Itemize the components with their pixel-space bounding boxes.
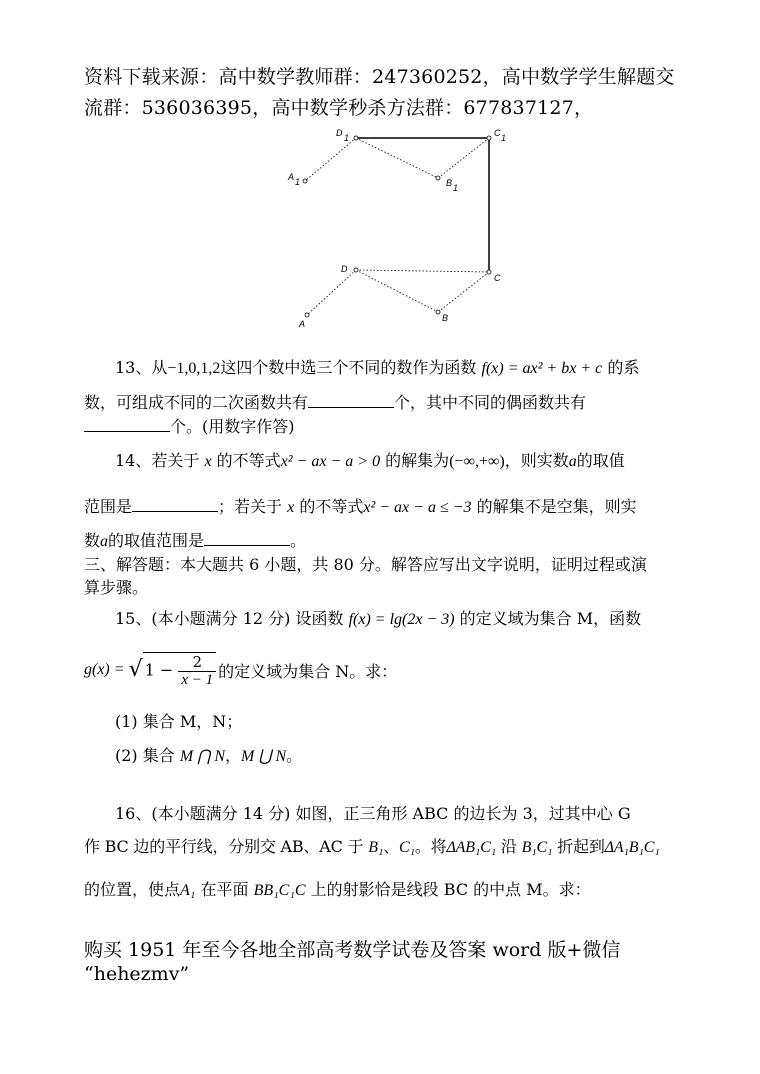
q14-line-1: 14、若关于 x 的不等式x² − ax − a > 0 的解集为(−∞,+∞)，则实数a的取值 (115, 451, 625, 470)
label-b: B (442, 313, 449, 323)
vertex-a1 (303, 179, 307, 183)
q15-line-2: g(x) = √ 1 − $\frac{2}{x - 1}$ 的定义域为集合 N。求： (84, 652, 398, 688)
section-3-line-2: 算步骤。 (84, 578, 149, 597)
label-c1-sub: 1 (501, 133, 507, 143)
section-3-line-1: 三、解答题：本大题共 6 小题，共 80 分。解答应写出文字说明，证明过程或演 (84, 555, 647, 574)
cube-figure (280, 120, 510, 335)
q14-line-2: 范围是 ；若关于 x 的不等式x² − ax − a ≤ −3 的解集不是空集，则实 (84, 497, 637, 516)
q13-line-3: 个。(用数字作答) (84, 414, 295, 437)
header-line-1: 资料下载来源：高中数学教师群：247360252，高中数学学生解题交 (84, 66, 675, 88)
q16-line-2: 作 BC 边的平行线，分别交 AB、AC 于 B₁、C₁。将ΔAB₁C₁ 沿 B₁C₁ 折起到ΔA₁B₁C₁ (84, 837, 660, 856)
q13-line-1: 13、从−1,0,1,2这四个数中选三个不同的数作为函数 f(x) = ax² + bx + c 的系 (115, 358, 640, 377)
q15-part-2: (2) 集合 M ⋂ N，M ⋃ N。 (115, 746, 303, 765)
vertex-d1 (354, 136, 358, 140)
edge-da (307, 270, 356, 315)
label-a1: A (288, 172, 295, 182)
edge-d1b1 (356, 138, 438, 178)
vertex-b (436, 310, 440, 314)
label-c1: C (494, 128, 501, 138)
vertex-b1 (436, 176, 440, 180)
label-d1: D (336, 128, 343, 138)
label-a: A (299, 319, 306, 329)
q13-line-2: 数，可组成不同的二次函数共有 个，其中不同的偶函数共有 (84, 393, 587, 412)
answer-blank (84, 417, 170, 432)
q14-line-3: 数a的取值范围是 。 (84, 531, 307, 550)
q15-part-1: (1) 集合 M，N； (115, 712, 243, 731)
edge-cb (438, 272, 489, 312)
q16-line-1: 16、(本小题满分 14 分) 如图，正三角形 ABC 的边长为 3，过其中心 G (115, 804, 631, 823)
edge-d1a1 (305, 138, 356, 181)
label-d: D (341, 264, 348, 274)
vertex-c (487, 270, 491, 274)
footer-line-2: “hehezmv” (84, 963, 190, 985)
vertex-a (305, 313, 309, 317)
label-c: C (494, 273, 501, 283)
vertex-d (354, 268, 358, 272)
sqrt-sign: √ (128, 657, 143, 682)
label-b1-sub: 1 (453, 183, 459, 193)
answer-blank (308, 393, 394, 408)
header-line-2: 流群：536036395，高中数学秒杀方法群：677837127， (84, 97, 594, 119)
label-a1-sub: 1 (295, 177, 301, 187)
q16-line-3: 的位置，使点A₁ 在平面 BB₁C₁C 上的射影恰是线段 BC 的中点 M。求： (84, 880, 591, 899)
answer-blank (204, 531, 290, 546)
edge-c1b1 (438, 138, 489, 178)
sqrt-radicand: 1 − $\frac{2}{x - 1}$ (143, 652, 217, 689)
q15-line-1: 15、(本小题满分 12 分) 设函数 f(x) = lg(2x − 3) 的定义域为集合 M，函数 (115, 609, 642, 628)
edge-dc (356, 270, 489, 272)
label-b1: B (446, 178, 453, 188)
footer-line-1: 购买 1951 年至今各地全部高考数学试卷及答案 word 版+微信 (84, 939, 621, 961)
vertex-c1 (487, 136, 491, 140)
label-d1-sub: 1 (344, 133, 350, 143)
fraction: $\frac{2}{x - 1}$ (178, 653, 216, 689)
edge-db (356, 270, 438, 312)
answer-blank (132, 497, 218, 512)
